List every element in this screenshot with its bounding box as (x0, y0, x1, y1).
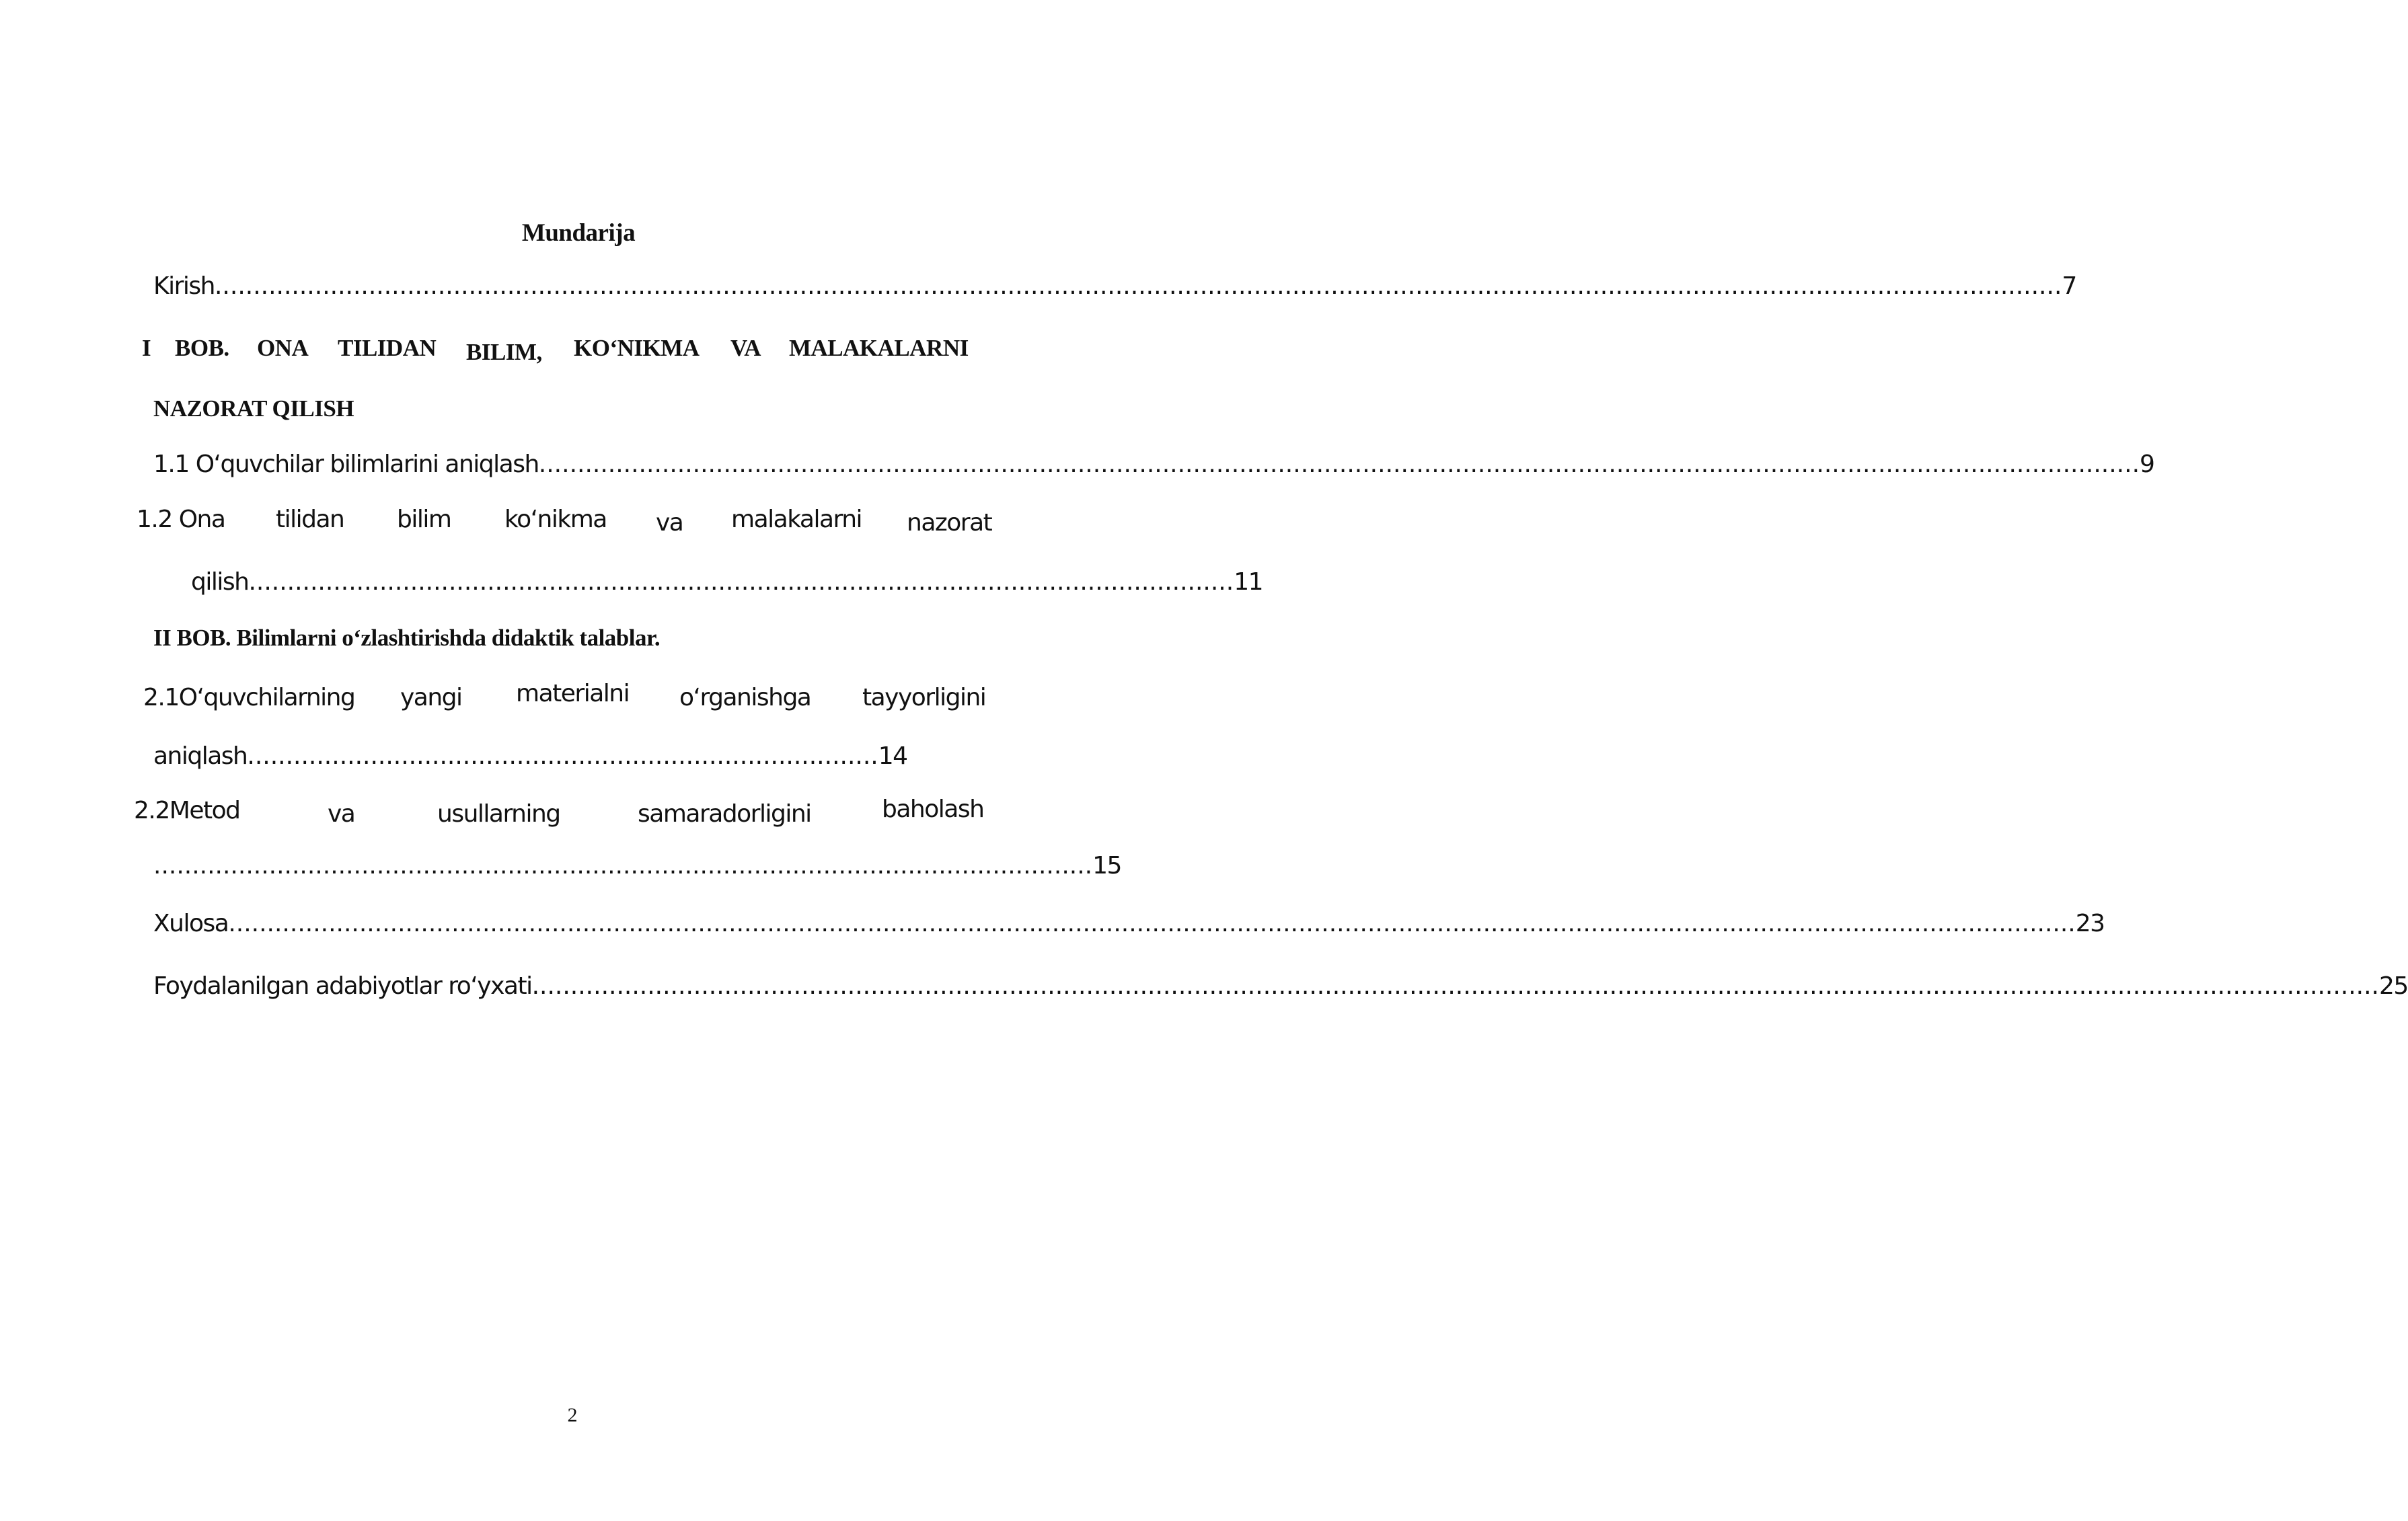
heading-word: BOB. (175, 335, 229, 361)
entry-word: tayyorligini (862, 684, 986, 711)
heading-word: KO‘NIKMA (574, 335, 700, 361)
entry-word: baholash (882, 795, 984, 823)
entry-word: nazorat (907, 509, 992, 537)
entry-word: va (328, 800, 355, 828)
heading-word: I (142, 335, 151, 361)
toc-entry-2-1-cont[interactable] (153, 742, 907, 770)
dot-leader: .......................................................................................................................... (153, 852, 1093, 880)
toc-title: Mundarija (521, 219, 636, 247)
toc-entry-1-1[interactable] (153, 451, 2154, 478)
toc-entry-label: qilish (191, 568, 249, 596)
toc-entry-1-2-cont[interactable] (191, 568, 1263, 596)
heading-word: ONA (257, 335, 309, 361)
heading-word: BILIM, (466, 339, 542, 365)
entry-word: usullarning (437, 800, 560, 828)
toc-entry-page: 9 (2140, 451, 2154, 478)
toc-entry-kirish[interactable] (153, 272, 2076, 300)
heading-word: VA (730, 335, 761, 361)
toc-entry-label: Foydalanilgan adabiyotlar ro‘yxati (153, 972, 532, 1000)
toc-entry-page: 7 (2062, 272, 2076, 300)
toc-entry-xulosa[interactable] (153, 910, 2105, 937)
dot-leader: ................................................................................................................................................................................................................................................ (531, 972, 2379, 1000)
toc-entry-label: Xulosa (153, 910, 229, 937)
page-number: 2 (567, 1404, 578, 1426)
toc-heading-bob2[interactable]: II BOB. Bilimlarni o‘zlashtirishda didaktik talablar. (153, 625, 661, 651)
toc-entry-2-2-cont[interactable] (153, 852, 1121, 880)
toc-entry-label: Kirish (153, 272, 215, 300)
entry-word: materialni (516, 680, 630, 707)
entry-word: malakalarni (731, 506, 862, 533)
toc-entry-page: 15 (1092, 852, 1121, 880)
entry-word: 2.2Metod (134, 797, 240, 824)
toc-entry-label: aniqlash (153, 742, 248, 770)
toc-entry-label: 1.1 O‘quvchilar bilimlarini aniqlash (153, 451, 539, 478)
entry-word: samaradorligini (638, 800, 811, 828)
dot-leader: ................................................................................................................................................................................................................................................ (228, 910, 2076, 937)
toc-entry-adabiyotlar[interactable] (153, 972, 2408, 1000)
dot-leader: .................................................................................. (247, 742, 878, 770)
entry-word: tilidan (276, 506, 344, 533)
entry-word: yangi (400, 684, 462, 711)
toc-entry-page: 25 (2378, 972, 2408, 1000)
entry-word: 1.2 Ona (137, 506, 225, 533)
entry-word: 2.1O‘quvchilarning (143, 684, 355, 711)
dot-leader: ................................................................................................................................ (248, 568, 1234, 596)
entry-word: bilim (397, 506, 451, 533)
toc-entry-page: 14 (878, 742, 907, 770)
heading-word: TILIDAN (338, 335, 437, 361)
heading-continuation: NAZORAT QILISH (153, 395, 354, 422)
entry-word: ko‘nikma (504, 506, 607, 533)
heading-word: MALAKALARNI (789, 335, 969, 361)
toc-entry-page: 11 (1234, 568, 1263, 596)
entry-word: va (656, 509, 683, 537)
toc-entry-page: 23 (2075, 910, 2105, 937)
dot-leader: ................................................................................................................................................................................................................ (538, 451, 2140, 478)
entry-word: o‘rganishga (679, 684, 811, 711)
dot-leader: ................................................................................................................................................................................................................................................ (214, 272, 2062, 300)
